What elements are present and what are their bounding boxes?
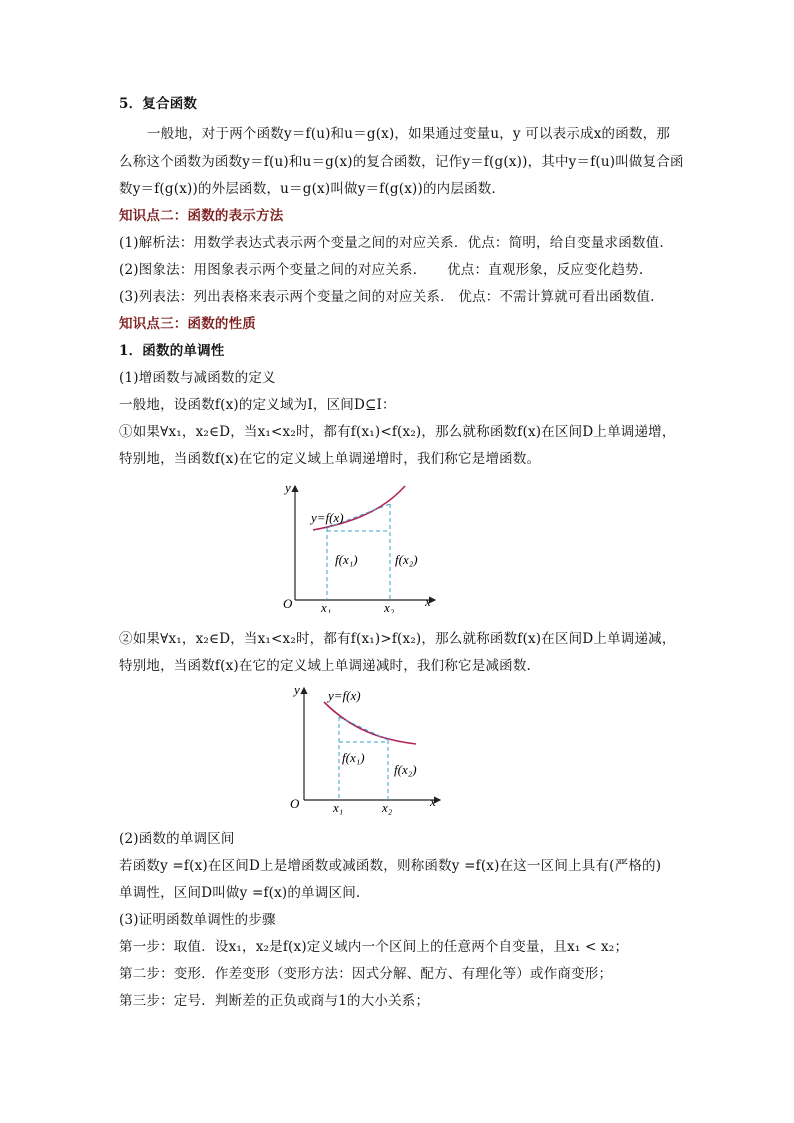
x1-label: x₁ <box>333 800 344 815</box>
interval-line2: 单调性，区间D叫做y =f(x)的单调区间. <box>119 885 361 901</box>
decreasing-def-line2: 特别地，当函数f(x)在它的定义域上单调递减时，我们称它是减函数. <box>119 658 532 674</box>
section5-para-line1: 一般地，对于两个函数y＝f(u)和u＝g(x)，如果通过变量u，y 可以表示成x的函数，那 <box>147 126 671 142</box>
fx2-label: f(x₂) <box>394 762 417 777</box>
section5-para-line2: 么称这个函数为函数y＝f(u)和u＝g(x)的复合函数，记作y＝f(g(x))，其中y＝f(u)叫做复合函 <box>119 154 684 170</box>
y-axis-label: y <box>285 480 291 495</box>
proof-step3: 第三步：定号．判断差的正负或商与1的大小关系； <box>119 993 430 1009</box>
x1-label: x₁ <box>321 600 332 613</box>
curve-label: y=f(x) <box>311 510 344 525</box>
proof-title: (3)证明函数单调性的步骤 <box>119 912 276 928</box>
kp2-method1: (1)解析法：用数学表达式表示两个变量之间的对应关系．优点：简明，给自变量求函数值. <box>119 235 664 251</box>
monotonicity-heading: 1．函数的单调性 <box>119 343 225 359</box>
x2-label: x₂ <box>384 600 395 613</box>
y-axis-label: y <box>294 682 300 697</box>
increasing-function-graph <box>275 478 445 617</box>
interval-title: (2)函数的单调区间 <box>119 831 235 847</box>
fx2-label: f(x₂) <box>395 552 418 567</box>
decreasing-def-line1: ②如果∀x₁，x₂∈D，当x₁<x₂时，都有f(x₁)>f(x₂)，那么就称函数f(x)在区间D上单调递减， <box>119 631 676 647</box>
decreasing-curve <box>324 702 416 744</box>
x-axis-label: x <box>425 594 431 609</box>
fx1-label: f(x₁) <box>335 552 358 567</box>
curve-label: y=f(x) <box>328 688 361 703</box>
kp2-method3: (3)列表法：列出表格来表示两个变量之间的对应关系． 优点：不需计算就可看出函数值. <box>119 289 655 305</box>
proof-step1: 第一步：取值．设x₁，x₂是f(x)定义域内一个区间上的任意两个自变量，且x₁ < x₂； <box>119 939 629 955</box>
section5-heading: 5．复合函数 <box>119 96 198 112</box>
decreasing-function-graph <box>282 682 447 821</box>
interval-line1: 若函数y =f(x)在区间D上是增函数或减函数，则称函数y =f(x)在这一区间上具有(严格的) <box>119 858 662 874</box>
kp2-heading: 知识点二：函数的表示方法 <box>119 208 284 224</box>
x-axis-label: x <box>430 794 436 809</box>
increasing-def-line2: 特别地，当函数f(x)在它的定义域上单调递增时，我们称它是增函数。 <box>119 451 541 467</box>
increasing-def-line1: ①如果∀x₁，x₂∈D，当x₁<x₂时，都有f(x₁)<f(x₂)，那么就称函数f(x)在区间D上单调递增， <box>119 424 676 440</box>
definition-title: (1)增函数与减函数的定义 <box>119 370 276 386</box>
proof-step2: 第二步：变形．作差变形（变形方法：因式分解、配方、有理化等）或作商变形； <box>119 966 613 982</box>
x2-label: x₂ <box>382 800 393 815</box>
kp2-method2: (2)图象法：用图象表示两个变量之间的对应关系． 优点：直观形象，反应变化趋势. <box>119 262 644 278</box>
kp3-heading: 知识点三：函数的性质 <box>119 316 256 332</box>
definition-intro: 一般地，设函数f(x)的定义域为I，区间D⊆I： <box>119 397 396 413</box>
origin-label: O <box>290 796 300 811</box>
origin-label: O <box>283 596 293 611</box>
fx1-label: f(x₁) <box>342 750 365 765</box>
section5-para-line3: 数y＝f(g(x))的外层函数，u＝g(x)叫做y＝f(g(x))的内层函数． <box>119 181 506 197</box>
